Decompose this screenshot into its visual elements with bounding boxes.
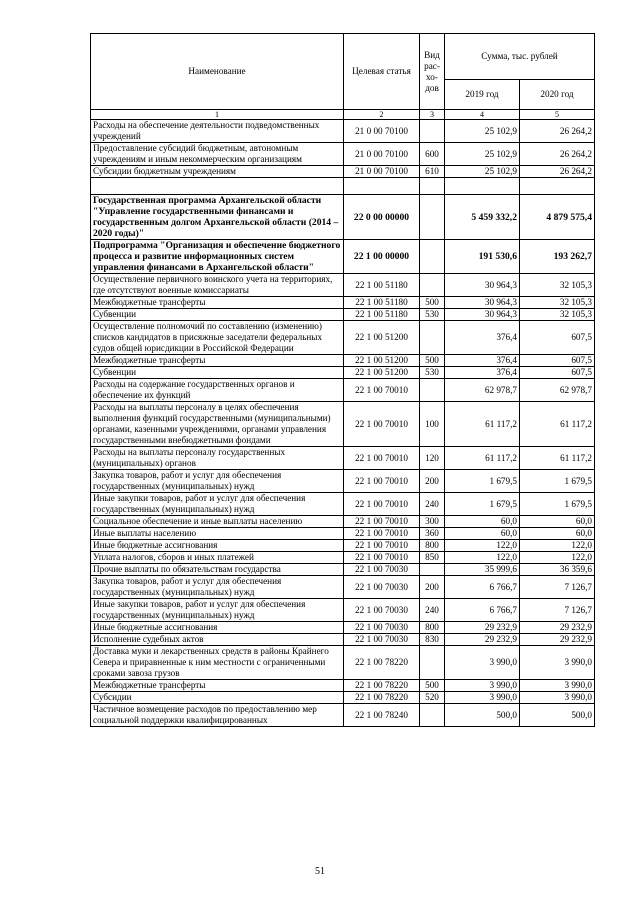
row-name: Доставка муки и лекарственных средств в районы Крайнего Севера и приравненные к ним местности с ограниченными сроками завоза грузов <box>91 646 344 680</box>
header-sum: Сумма, тыс. рублей <box>445 34 595 80</box>
table-row <box>91 321 595 355</box>
row-expense-type: 360 <box>420 528 445 540</box>
row-name: Расходы на обеспечение деятельности подведомственных учреждений <box>91 120 344 143</box>
row-amount-2019: 5 459 332,2 <box>445 195 520 240</box>
row-amount-2020: 26 264,2 <box>520 120 595 143</box>
row-expense-type: 530 <box>420 309 445 321</box>
row-target-code: 22 0 00 00000 <box>344 195 420 240</box>
row-amount-2019: 1 679,5 <box>445 493 520 516</box>
row-target-code: 22 1 00 70010 <box>344 540 420 552</box>
row-amount-2019: 29 232,9 <box>445 622 520 634</box>
row-target-code: 22 1 00 51180 <box>344 309 420 321</box>
row-amount-2020: 32 105,3 <box>520 297 595 309</box>
row-name: Социальное обеспечение и иные выплаты населению <box>91 516 344 528</box>
row-target-code: 22 1 00 70030 <box>344 634 420 646</box>
row-target-code: 22 1 00 70010 <box>344 470 420 493</box>
table-row <box>91 564 595 576</box>
table-row <box>91 402 595 447</box>
row-target-code: 22 1 00 51200 <box>344 367 420 379</box>
table-row <box>91 166 595 178</box>
row-amount-2020: 607,5 <box>520 321 595 355</box>
row-target-code: 22 1 00 51180 <box>344 297 420 309</box>
row-target-code: 22 1 00 51180 <box>344 274 420 297</box>
row-name: Частичное возмещение расходов по предоставлению мер социальной поддержки квалифицированных <box>91 704 344 727</box>
table-row <box>91 143 595 166</box>
row-expense-type <box>420 274 445 297</box>
row-name: Межбюджетные трансферты <box>91 680 344 692</box>
header-year-2019: 2019 год <box>445 80 520 110</box>
row-amount-2019: 3 990,0 <box>445 692 520 704</box>
row-name: Осуществление первичного воинского учета на территориях, где отсутствуют военные комиссариаты <box>91 274 344 297</box>
table-row <box>91 646 595 680</box>
row-target-code: 22 1 00 70030 <box>344 622 420 634</box>
table-row <box>91 240 595 274</box>
index-cell: 1 <box>91 110 344 120</box>
empty-cell <box>520 178 595 195</box>
row-amount-2019: 122,0 <box>445 552 520 564</box>
row-expense-type <box>420 321 445 355</box>
row-expense-type: 800 <box>420 540 445 552</box>
table-body <box>91 120 595 727</box>
row-expense-type: 200 <box>420 470 445 493</box>
row-name: Расходы на содержание государственных органов и обеспечение их функций <box>91 379 344 402</box>
header-year-2020: 2020 год <box>520 80 595 110</box>
budget-table <box>90 33 595 727</box>
row-amount-2020: 4 879 575,4 <box>520 195 595 240</box>
row-amount-2020: 36 359,6 <box>520 564 595 576</box>
row-name: Иные бюджетные ассигнования <box>91 540 344 552</box>
table-row <box>91 680 595 692</box>
row-name: Иные бюджетные ассигнования <box>91 622 344 634</box>
row-expense-type: 500 <box>420 297 445 309</box>
row-expense-type <box>420 120 445 143</box>
row-amount-2019: 6 766,7 <box>445 576 520 599</box>
row-name: Субсидии <box>91 692 344 704</box>
row-name: Осуществление полномочий по составлению (изменению) списков кандидатов в присяжные заседатели федеральных судов общей юрисдикции в Российской Федерации <box>91 321 344 355</box>
table-row <box>91 576 595 599</box>
row-target-code: 22 1 00 51200 <box>344 321 420 355</box>
row-name: Субсидии бюджетным учреждениям <box>91 166 344 178</box>
row-amount-2019: 30 964,3 <box>445 309 520 321</box>
row-amount-2020: 7 126,7 <box>520 599 595 622</box>
header-code: Целевая статья <box>344 34 420 110</box>
table-row <box>91 692 595 704</box>
row-target-code: 22 1 00 70010 <box>344 379 420 402</box>
row-expense-type: 600 <box>420 143 445 166</box>
row-name: Закупка товаров, работ и услуг для обеспечения государственных (муниципальных) нужд <box>91 470 344 493</box>
table-row <box>91 552 595 564</box>
spacer-row <box>91 178 595 195</box>
row-amount-2019: 60,0 <box>445 516 520 528</box>
row-name: Субвенции <box>91 309 344 321</box>
row-name: Подпрограмма "Организация и обеспечение бюджетного процесса и развитие информационных систем управления финансами в Архангельской области" <box>91 240 344 274</box>
row-target-code: 22 1 00 70010 <box>344 516 420 528</box>
index-cell: 3 <box>420 110 445 120</box>
row-amount-2020: 62 978,7 <box>520 379 595 402</box>
row-expense-type: 200 <box>420 576 445 599</box>
row-amount-2020: 122,0 <box>520 540 595 552</box>
table-row <box>91 540 595 552</box>
row-target-code: 22 1 00 70010 <box>344 447 420 470</box>
row-expense-type: 610 <box>420 166 445 178</box>
row-name: Межбюджетные трансферты <box>91 297 344 309</box>
row-amount-2019: 30 964,3 <box>445 274 520 297</box>
row-amount-2019: 500,0 <box>445 704 520 727</box>
row-amount-2019: 60,0 <box>445 528 520 540</box>
row-target-code: 21 0 00 70100 <box>344 143 420 166</box>
row-expense-type: 500 <box>420 355 445 367</box>
row-amount-2020: 26 264,2 <box>520 166 595 178</box>
row-amount-2020: 61 117,2 <box>520 447 595 470</box>
row-amount-2020: 32 105,3 <box>520 274 595 297</box>
index-cell: 5 <box>520 110 595 120</box>
row-expense-type: 530 <box>420 367 445 379</box>
row-amount-2020: 7 126,7 <box>520 576 595 599</box>
table-row <box>91 379 595 402</box>
row-amount-2019: 62 978,7 <box>445 379 520 402</box>
table-row <box>91 704 595 727</box>
row-target-code: 22 1 00 70010 <box>344 493 420 516</box>
row-target-code: 22 1 00 78240 <box>344 704 420 727</box>
row-amount-2020: 193 262,7 <box>520 240 595 274</box>
row-expense-type: 800 <box>420 622 445 634</box>
row-expense-type: 520 <box>420 692 445 704</box>
row-amount-2019: 191 530,6 <box>445 240 520 274</box>
row-name: Межбюджетные трансферты <box>91 355 344 367</box>
row-amount-2020: 607,5 <box>520 367 595 379</box>
row-name: Закупка товаров, работ и услуг для обеспечения государственных (муниципальных) нужд <box>91 576 344 599</box>
row-amount-2019: 25 102,9 <box>445 143 520 166</box>
row-amount-2019: 30 964,3 <box>445 297 520 309</box>
row-expense-type: 120 <box>420 447 445 470</box>
row-amount-2019: 1 679,5 <box>445 470 520 493</box>
row-amount-2020: 60,0 <box>520 528 595 540</box>
row-target-code: 22 1 00 78220 <box>344 646 420 680</box>
row-target-code: 22 1 00 70010 <box>344 552 420 564</box>
row-amount-2020: 122,0 <box>520 552 595 564</box>
row-amount-2019: 376,4 <box>445 321 520 355</box>
table-row <box>91 309 595 321</box>
table-row <box>91 195 595 240</box>
row-target-code: 22 1 00 00000 <box>344 240 420 274</box>
row-name: Предоставление субсидий бюджетным, автономным учреждениям и иным некоммерческим организациям <box>91 143 344 166</box>
header-type: Вид рас-хо-дов <box>420 34 445 110</box>
row-amount-2020: 607,5 <box>520 355 595 367</box>
header-name: Наименование <box>91 34 344 110</box>
row-amount-2019: 29 232,9 <box>445 634 520 646</box>
row-amount-2020: 26 264,2 <box>520 143 595 166</box>
row-amount-2019: 3 990,0 <box>445 680 520 692</box>
table-row <box>91 297 595 309</box>
row-target-code: 22 1 00 70010 <box>344 402 420 447</box>
row-expense-type <box>420 704 445 727</box>
index-cell: 2 <box>344 110 420 120</box>
row-amount-2020: 3 990,0 <box>520 692 595 704</box>
row-name: Иные закупки товаров, работ и услуг для обеспечения государственных (муниципальных) нужд <box>91 599 344 622</box>
page-number: 51 <box>315 866 325 877</box>
row-name: Государственная программа Архангельской области "Управление государственными финансами и государственным долгом Архангельской области (2014 – 2020 годы)" <box>91 195 344 240</box>
row-amount-2020: 3 990,0 <box>520 680 595 692</box>
table-row <box>91 367 595 379</box>
row-amount-2020: 29 232,9 <box>520 622 595 634</box>
row-amount-2020: 32 105,3 <box>520 309 595 321</box>
row-amount-2020: 29 232,9 <box>520 634 595 646</box>
index-cell: 4 <box>445 110 520 120</box>
row-amount-2020: 3 990,0 <box>520 646 595 680</box>
row-expense-type <box>420 646 445 680</box>
row-name: Прочие выплаты по обязательствам государства <box>91 564 344 576</box>
row-amount-2019: 3 990,0 <box>445 646 520 680</box>
row-expense-type: 500 <box>420 680 445 692</box>
row-amount-2019: 61 117,2 <box>445 447 520 470</box>
table-row <box>91 120 595 143</box>
row-expense-type <box>420 564 445 576</box>
row-name: Иные закупки товаров, работ и услуг для обеспечения государственных (муниципальных) нужд <box>91 493 344 516</box>
row-name: Расходы на выплаты персоналу в целях обеспечения выполнения функций государственными (муниципальными) органами, казенными учреждениями, органами управления государственными внебюджетными фондами <box>91 402 344 447</box>
column-index-row <box>91 110 595 120</box>
row-target-code: 22 1 00 78220 <box>344 680 420 692</box>
row-expense-type <box>420 379 445 402</box>
row-amount-2019: 376,4 <box>445 367 520 379</box>
row-amount-2019: 35 999,6 <box>445 564 520 576</box>
empty-cell <box>91 178 344 195</box>
row-amount-2020: 1 679,5 <box>520 470 595 493</box>
row-target-code: 22 1 00 78220 <box>344 692 420 704</box>
row-amount-2019: 122,0 <box>445 540 520 552</box>
row-expense-type: 240 <box>420 599 445 622</box>
row-amount-2019: 25 102,9 <box>445 120 520 143</box>
row-name: Исполнение судебных актов <box>91 634 344 646</box>
row-target-code: 22 1 00 70030 <box>344 599 420 622</box>
row-expense-type: 100 <box>420 402 445 447</box>
table-row <box>91 516 595 528</box>
table-row <box>91 274 595 297</box>
table-row <box>91 622 595 634</box>
row-expense-type: 830 <box>420 634 445 646</box>
row-expense-type: 300 <box>420 516 445 528</box>
empty-cell <box>420 178 445 195</box>
row-expense-type: 850 <box>420 552 445 564</box>
row-amount-2019: 61 117,2 <box>445 402 520 447</box>
row-amount-2020: 500,0 <box>520 704 595 727</box>
row-target-code: 22 1 00 51200 <box>344 355 420 367</box>
row-name: Субвенции <box>91 367 344 379</box>
table-row <box>91 493 595 516</box>
row-amount-2019: 25 102,9 <box>445 166 520 178</box>
row-expense-type <box>420 195 445 240</box>
row-target-code: 21 0 00 70100 <box>344 120 420 143</box>
row-target-code: 21 0 00 70100 <box>344 166 420 178</box>
empty-cell <box>344 178 420 195</box>
row-target-code: 22 1 00 70030 <box>344 576 420 599</box>
row-amount-2020: 61 117,2 <box>520 402 595 447</box>
table-row <box>91 634 595 646</box>
row-name: Расходы на выплаты персоналу государственных (муниципальных) органов <box>91 447 344 470</box>
row-amount-2019: 6 766,7 <box>445 599 520 622</box>
row-expense-type <box>420 240 445 274</box>
row-target-code: 22 1 00 70010 <box>344 528 420 540</box>
table-row <box>91 470 595 493</box>
table-row <box>91 447 595 470</box>
empty-cell <box>445 178 520 195</box>
row-amount-2020: 60,0 <box>520 516 595 528</box>
table-row <box>91 528 595 540</box>
table-row <box>91 599 595 622</box>
row-name: Иные выплаты населению <box>91 528 344 540</box>
row-expense-type: 240 <box>420 493 445 516</box>
row-amount-2020: 1 679,5 <box>520 493 595 516</box>
row-name: Уплата налогов, сборов и иных платежей <box>91 552 344 564</box>
row-amount-2019: 376,4 <box>445 355 520 367</box>
table-row <box>91 355 595 367</box>
row-target-code: 22 1 00 70030 <box>344 564 420 576</box>
